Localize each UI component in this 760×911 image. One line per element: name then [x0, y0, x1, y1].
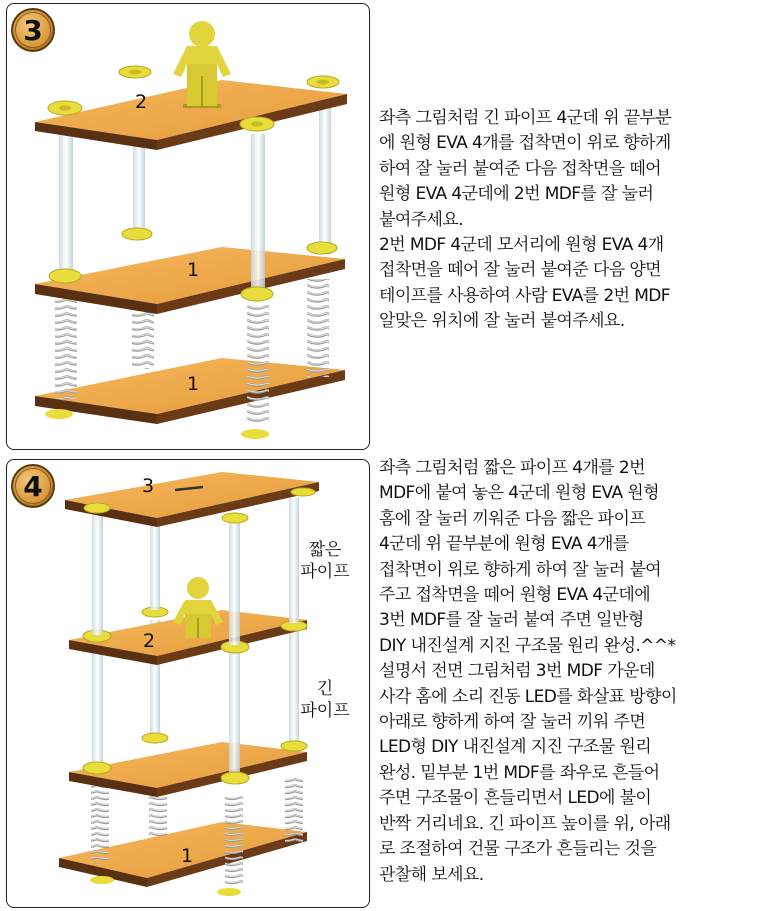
short-pipe-label-text: 짧은 파이프 [300, 540, 350, 582]
short-pipe-label [290, 539, 360, 583]
step4-board-bottom-label: 1 [181, 845, 194, 867]
step3-bottom-board [35, 358, 345, 439]
step3-number-badge [11, 8, 55, 52]
step3-board-bottom-label: 1 [187, 373, 200, 395]
step3-board-middle-label: 1 [187, 259, 200, 281]
step4-board-top-label: 3 [142, 475, 155, 497]
step4-description: 좌측 그림처럼 짧은 파이프 4개를 2번 MDF에 붙여 놓은 4군데 원형 EVA 원형 홈에 잘 눌러 끼워준 다음 짧은 파이프 4군데 위 끝부분에 원형 EVA 4개를 접착면이 위로 향하게 하여 잘 눌러 붙여 주고 접착면을 떼어 원형 EVA 4군데에 3번 MDF를 잘 눌러 붙여 주면 일반형 DIY 내진설계 지진 구조물 원리 완성.^^* 설명서 전면 그림처럼 3번 MDF 가운데 사각 홈에 소리 진동 LED를 화살표 방향이 아래로 향하게 하여 잘 눌러 끼워 주면 LED형 DIY 내진설계 지진 구조물 원리 완성. 밑부분 1번 MDF를 좌우로 흔들어 주면 구조물이 흔들리면서 LED에 불이 반짝 거리네요. 긴 파이프 높이를 위, 아래 로 조절하여 건물 구조가 흔들리는 것을 관찰해 보세요. [379, 458, 677, 885]
step4-number: 4 [15, 468, 51, 504]
step3-illustration-panel [6, 3, 370, 450]
step3-number: 3 [15, 12, 51, 48]
step4-top-board [65, 472, 319, 527]
step3-assembly-diagram [7, 4, 370, 450]
step4-number-badge [11, 464, 55, 508]
step3-description: 좌측 그림처럼 긴 파이프 4군데 위 끝부분 에 원형 EVA 4개를 접착면이 위로 향하게 하여 잘 눌러 붙여준 다음 접착면을 떼어 원형 EVA 4군데에 2번 MDF를 잘 눌러 붙여주세요. 2번 MDF 4군데 모서리에 원형 EVA 4개 접착면을 떼어 잘 눌러 붙여준 다음 양면 테이프를 사용하여 사람 EVA를 2번 MDF 알맞은 위치에 잘 눌러 붙여주세요. [379, 108, 672, 332]
long-pipe-label [290, 678, 360, 722]
step3-board-top-label: 2 [135, 91, 148, 113]
long-pipe-label-text: 긴 파이프 [300, 679, 350, 721]
step4-board-second-label: 2 [143, 630, 156, 652]
